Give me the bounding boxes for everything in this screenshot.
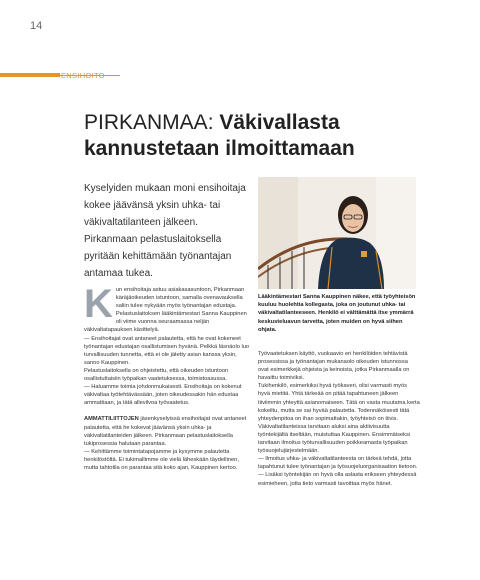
drop-cap: K xyxy=(84,282,113,326)
paragraph: Väkivaltatilanteissa tarvitaan aluksi aina aktiivisuutta työntekijältä itseltään, muistuttaa Kauppinen. Ensimmäiseksi tarvitaan ilmoitus työturvallisuuden poikkeamasta työpaikan työsuojelujärjestelmään. xyxy=(258,423,411,455)
portrait-photo xyxy=(258,177,416,289)
article-column-left xyxy=(84,282,252,472)
portrait-illustration xyxy=(258,177,416,289)
paragraph: — Ensihoitajat ovat antaneet palautetta, että he ovat kokeneet työnantajan edustajan osallistumisen hyvänä. Pelkkä läsnäolo luo turvallisuuden tunnetta, että ei ole jätetty asian kanssa yksin, sanoo Kauppinen. xyxy=(84,335,250,366)
paragraph-text: jäsenkyselyissä ensihoitajat ovat antaneet palautetta, että he kokevat jäävänsä yksin uhka- ja väkivaltatilanteiden jälkeen. Pirkanmaan pelastuslaitoksella tukiprosessia halutaan parantaa. xyxy=(84,416,247,447)
article-column-right xyxy=(258,350,420,488)
headline-title: Väkivallasta kannustetaan ilmoittamaan xyxy=(84,111,355,160)
article-lead: Kyselyiden mukaan moni ensihoitaja kokee jäävänsä yksin uhka- tai väkivaltatilanteen jälkeen. Pirkanmaan pelastuslaitoksella pyritään kehittämään työnantajan antamaa tukea. xyxy=(84,183,246,279)
paragraph: Työvaatetuksen käyttö, vuokaavio eri henkilöiden tehtävistä prosessissa ja työnantajan mukanaolo oikeuden istunnossa ovat esimerkkejä ohjeista ja keinoista, jotka Pirkanmaalla on havaittu toimiviksi. xyxy=(258,351,410,382)
section-accent-bar xyxy=(0,73,60,77)
article-headline xyxy=(84,110,424,162)
paragraph: — Haluamme toimia johdonmukaisesti. Ensihoitaja on kokenut väkivaltaa työtehtävässään, joten oikeudessakin hän edustaa ammattiaan, ja tätä allevilvoa työvaatetus. xyxy=(84,384,242,407)
paragraph-lead-in: AMMATTILIITTOJEN xyxy=(84,416,139,423)
paragraph: — Ilmoitus uhka- ja väkivaltatilanteesta on tärkeä tehdä, jotta tapahtunut tulee työnantajan ja työsuojeluorganisaation tietoon. xyxy=(258,456,418,471)
page-number: 14 xyxy=(30,20,43,32)
photo-caption: Lääkintämestari Sanna Kauppinen näkee, että työyhteisön kuuluu huolehtia kollegasta, joka on joutunut uhka- tai väkivaltatilanteeseen. Henkilö ei välttämättä itse ymmärrä keskusteluavun tarvetta, joten muiden on hyvä siihen ohjata. xyxy=(258,294,416,333)
paragraph: Pelastuslaitoksella on ohjeistettu, että oikeuden istuntoon osallistuttaisiin työpaikan vaatetuksessa, toimistoasussa. xyxy=(84,367,229,383)
paragraph xyxy=(84,415,252,447)
section-label: ENSIHOITO xyxy=(61,71,105,80)
paragraph: un ensihoitaja astuu asiakasasuntoon, Pirkanmaan käräjäoikeuden istuntoon, samalla ovenavauksella saliin tulee nykyään myös työnantajan edustaja. Pelastuslaitoksen lääkintämestari Sanna Kauppinen oli viime vuonna seuraamassa neljän väkivaltatapauksen käsittelyä. xyxy=(84,287,247,334)
headline-location: PIRKANMAA: xyxy=(84,111,220,134)
paragraph: — Kehittämme toimintatapojamme ja kysymme palautetta henkilöstöltä. Ei tukimallimme ole vielä läheskään täydellinen, mutta tahtotila on parantaa sitä koko ajan, Kauppinen kertoo. xyxy=(84,448,239,471)
paragraph: — Lisäksi työntekijän on hyvä olla aslasta erikseen yhteydessä esimieheen, jotta tieto varmasti tavoittaa myös hänet. xyxy=(258,472,417,487)
paragraph: Tukihenkilö, esimerkiksi hyvä työkaveri, olisi varmasti myös hyvä mietitä. Yhtä tärkeää on pitää tapahtuneen jälkeen tiiviimmin yhteyttä asianomaiseen. Tätä on vasta muutama kerta kokeiltu, mutta se sai hyvää palautetta. Todennäköisesti tätä yhteydenpitoa on ihan sopimattakin, työyhteisö on tiivis. xyxy=(258,383,420,422)
